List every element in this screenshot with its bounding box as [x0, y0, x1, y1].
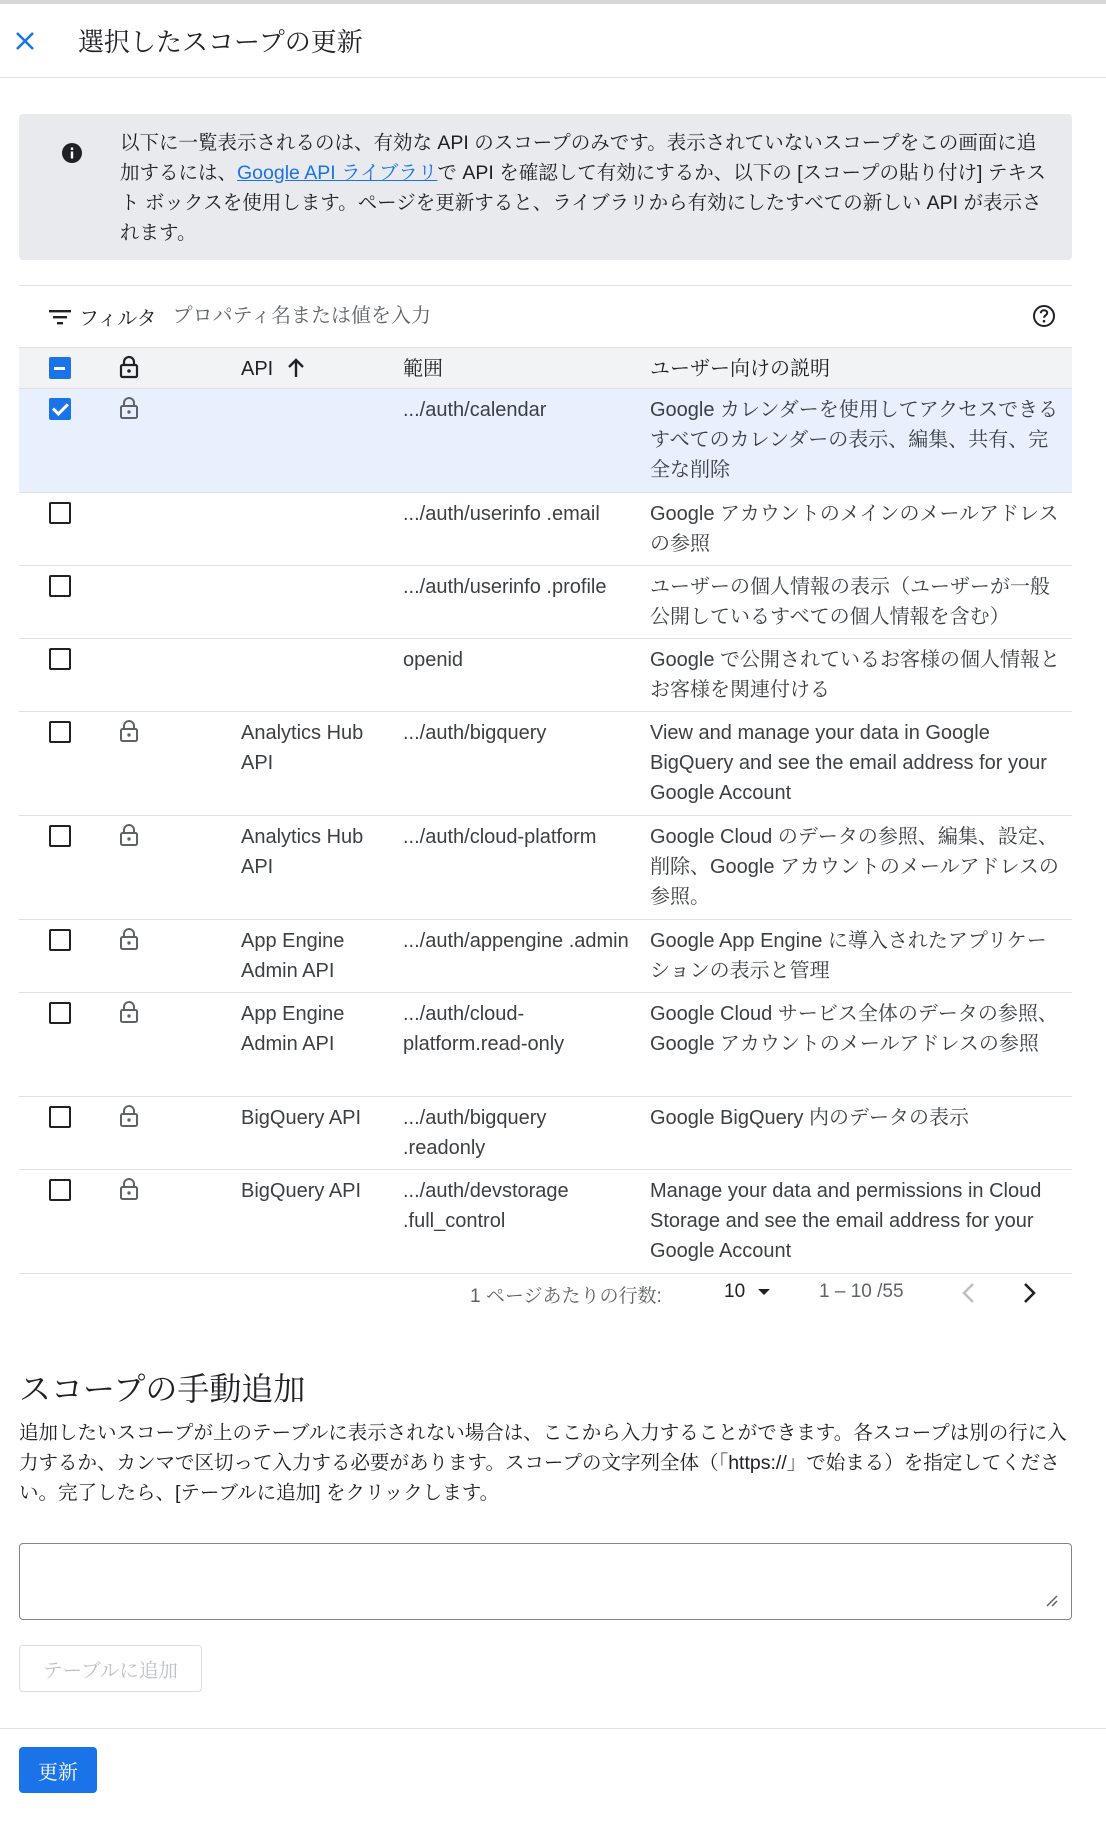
table-row[interactable]: [19, 920, 1072, 993]
info-text: [120, 128, 1055, 248]
filter-bar: [19, 285, 1072, 347]
row-scope: .../auth/cloud-platform: [403, 826, 597, 848]
filter-input[interactable]: [173, 305, 873, 328]
chevron-down-icon[interactable]: [755, 1282, 773, 1302]
column-header-api[interactable]: [241, 354, 391, 384]
column-header-description[interactable]: ユーザー向けの説明: [650, 358, 830, 380]
dialog-title: 選択したスコープの更新: [78, 27, 363, 57]
row-description: Google App Engine に導入されたアプリケーションの表示と管理: [650, 930, 1047, 982]
table-row[interactable]: [19, 993, 1072, 1097]
filter-icon[interactable]: [49, 309, 71, 325]
table-row[interactable]: [19, 493, 1072, 566]
header-lock-icon: [119, 355, 139, 388]
info-icon: [61, 142, 83, 164]
table-row[interactable]: [19, 816, 1072, 920]
table-row[interactable]: [19, 389, 1072, 493]
lock-icon: [119, 396, 139, 429]
column-api-label: API: [241, 358, 274, 380]
row-description: Google BigQuery 内のデータの表示: [650, 1107, 969, 1129]
table-row[interactable]: [19, 1170, 1072, 1274]
add-to-table-button[interactable]: テーブルに追加: [19, 1645, 202, 1692]
row-description: Manage your data and permissions in Cloud Storage and see the email address for your Google Account: [650, 1180, 1042, 1262]
lock-icon: [119, 719, 139, 752]
row-description: Google で公開されているお客様の個人情報とお客様を関連付ける: [650, 649, 1061, 701]
update-button[interactable]: 更新: [19, 1747, 97, 1793]
footer-divider: [0, 1728, 1106, 1729]
previous-page-icon[interactable]: [959, 1280, 979, 1306]
table-body: [19, 389, 1072, 1274]
row-checkbox[interactable]: [49, 929, 71, 960]
table-header: [19, 347, 1072, 389]
sort-arrow-up-icon: [287, 358, 305, 378]
column-header-scope[interactable]: 範囲: [403, 358, 443, 380]
row-checkbox[interactable]: [49, 1179, 71, 1210]
row-description: Google アカウントのメインのメールアドレスの参照: [650, 503, 1059, 555]
row-description: Google カレンダーを使用してアクセスできるすべてのカレンダーの表示、編集、共有、完全な削除: [650, 399, 1059, 481]
filter-label: フィルタ: [79, 308, 157, 330]
api-library-link[interactable]: Google API ライブラリ: [237, 162, 438, 184]
row-api: BigQuery API: [241, 1180, 362, 1202]
pagination: [19, 1268, 1072, 1318]
row-scope: .../auth/devstorage .full_control: [403, 1180, 569, 1232]
dialog-header: [0, 4, 1106, 78]
help-icon[interactable]: [1032, 304, 1056, 328]
row-scope: .../auth/bigquery .readonly: [403, 1107, 547, 1159]
scope-table: [19, 347, 1072, 1274]
page-range: 1 – 10 /55: [819, 1281, 904, 1302]
table-row[interactable]: [19, 639, 1072, 712]
lock-icon: [119, 823, 139, 856]
table-row[interactable]: [19, 1097, 1072, 1170]
lock-icon: [119, 1177, 139, 1210]
row-scope: .../auth/appengine .admin: [403, 930, 629, 952]
row-api: Analytics Hub API: [241, 826, 364, 878]
row-api: App Engine Admin API: [241, 1003, 345, 1055]
lock-icon: [119, 1104, 139, 1137]
next-page-icon[interactable]: [1019, 1280, 1039, 1306]
row-api: BigQuery API: [241, 1107, 362, 1129]
table-row[interactable]: [19, 712, 1072, 816]
row-checkbox[interactable]: [49, 502, 71, 533]
row-scope: openid: [403, 649, 464, 671]
rows-per-page-select[interactable]: 10: [724, 1281, 746, 1302]
rows-per-page-label: 1 ページあたりの行数:: [470, 1286, 662, 1307]
row-checkbox[interactable]: [49, 825, 71, 856]
row-description: Google Cloud のデータの参照、編集、設定、削除、Google アカウントのメールアドレスの参照。: [650, 826, 1059, 908]
row-description: ユーザーの個人情報の表示（ユーザーが一般公開しているすべての個人情報を含む）: [650, 576, 1050, 628]
manual-scope-textarea[interactable]: [19, 1543, 1072, 1620]
row-description: View and manage your data in Google BigQuery and see the email address for your Google Account: [650, 722, 1047, 804]
select-all-checkbox[interactable]: [49, 357, 71, 388]
row-scope: .../auth/userinfo .profile: [403, 576, 607, 598]
manual-add-title: スコープの手動追加: [19, 1371, 306, 1407]
table-row[interactable]: [19, 566, 1072, 639]
lock-icon: [119, 927, 139, 960]
row-checkbox[interactable]: [49, 721, 71, 752]
close-icon: [13, 29, 37, 53]
row-scope: .../auth/cloud-platform.read-only: [403, 1003, 565, 1055]
row-scope: .../auth/userinfo .email: [403, 503, 600, 525]
manual-add-description: 追加したいスコープが上のテーブルに表示されない場合は、ここから入力することができます。各スコープは別の行に入力するか、カンマで区切って入力する必要があります。スコープの文字列全体（「https://」で始まる）を指定してください。完了したら、[テーブルに追加] をクリックします。: [19, 1422, 1067, 1504]
info-text-before: 以下に一覧表示されるのは、有効な API のスコープのみです。表示されていないスコープをこの画面に追加するには、: [120, 132, 1037, 184]
resize-grip-icon[interactable]: [1043, 1592, 1059, 1608]
row-checkbox[interactable]: [49, 575, 71, 606]
row-description: Google Cloud サービス全体のデータの参照、Google アカウントのメールアドレスの参照: [650, 1003, 1058, 1055]
row-api: Analytics Hub API: [241, 722, 364, 774]
row-checkbox[interactable]: [49, 398, 71, 429]
lock-icon: [119, 1000, 139, 1033]
row-api: App Engine Admin API: [241, 930, 345, 982]
row-scope: .../auth/calendar: [403, 399, 547, 421]
info-banner: [19, 114, 1072, 260]
close-button[interactable]: [10, 26, 40, 56]
row-checkbox[interactable]: [49, 1002, 71, 1033]
row-checkbox[interactable]: [49, 1106, 71, 1137]
row-checkbox[interactable]: [49, 648, 71, 679]
info-text-after: で API を確認して有効にするか、以下の [スコープの貼り付け] テキスト ボックスを使用します。ページを更新すると、ライブラリから有効にしたすべての新しい API が表示されます。: [120, 162, 1046, 244]
row-scope: .../auth/bigquery: [403, 722, 547, 744]
